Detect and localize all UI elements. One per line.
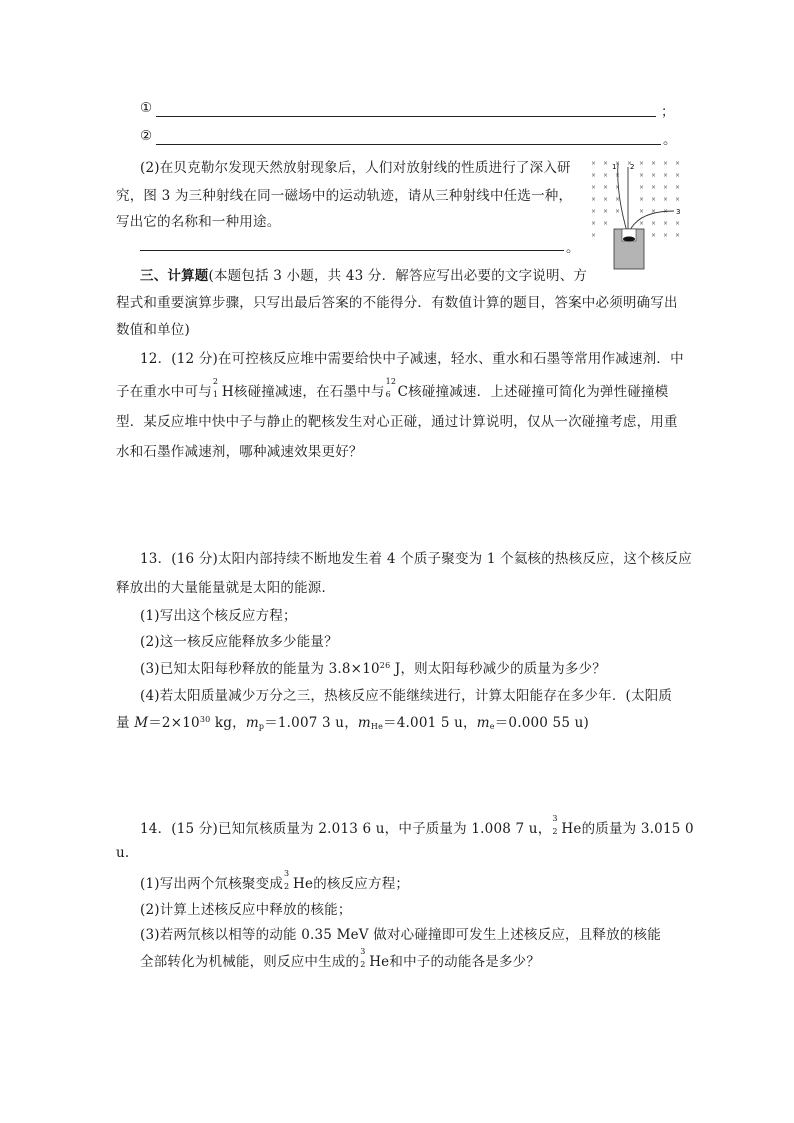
svg-text:×: × <box>591 160 597 167</box>
svg-text:×: × <box>675 232 681 239</box>
question-2-line-1: (2)在贝克勒尔发现天然放射现象后，人们对放射线的性质进行了深入研 <box>140 160 571 176</box>
q14-line-1 <box>140 813 694 837</box>
section-3-heading: 三、计算题 <box>140 268 209 284</box>
question-2-line-3: 写出它的名称和一种用途。 <box>116 214 281 230</box>
q13-part-1: (1)写出这个核反应方程； <box>140 608 297 624</box>
he3-mass-number-2: 3 <box>284 868 290 878</box>
track-label-3: 3 <box>676 208 681 216</box>
svg-text:×: × <box>615 208 621 215</box>
q14-text-a: 14．(15 分)已知氘核质量为 2.013 6 u，中子质量为 1.008 7 u， <box>140 821 552 837</box>
svg-text:×: × <box>663 232 669 239</box>
q13-p4-text-b: ＝2×10 <box>148 715 200 731</box>
q14-text-b: 的质量为 3.015 0 <box>581 821 694 837</box>
q13-part-4-data <box>116 711 589 731</box>
figure-3-ray-tracks <box>588 155 688 270</box>
section-3-intro-line-3: 数值和单位) <box>116 322 190 338</box>
svg-text:×: × <box>663 172 669 179</box>
svg-text:×: × <box>615 160 621 167</box>
q12-text-c: 核碰撞减速．上述碰撞可简化为弹性碰撞模 <box>408 384 669 400</box>
helium3-notation-3 <box>359 946 369 969</box>
q13-line-2: 释放出的大量能量就是太阳的能源． <box>116 580 336 596</box>
helium-mass-symbol: m <box>357 715 371 731</box>
q13-p4-text-f: ＝0.000 55 u) <box>494 715 589 731</box>
q14-p1-text-b: 的核反应方程； <box>313 876 410 892</box>
svg-text:×: × <box>591 220 597 227</box>
field-cross-marks <box>591 160 680 239</box>
sun-mass-symbol: M <box>134 715 149 731</box>
svg-text:×: × <box>651 184 657 191</box>
svg-text:×: × <box>675 172 681 179</box>
svg-text:×: × <box>603 220 609 227</box>
svg-text:×: × <box>651 196 657 203</box>
q12-text-a: 子在重水中可与 <box>116 384 212 400</box>
svg-text:×: × <box>627 160 633 167</box>
proton-subscript: p <box>258 722 265 731</box>
item-1-end: ； <box>661 104 675 120</box>
q13-p4-text-a: 量 <box>116 715 135 731</box>
item-2-marker: ② <box>140 128 153 144</box>
c12-mass-number: 12 <box>385 376 397 386</box>
svg-text:×: × <box>675 220 681 227</box>
svg-text:×: × <box>639 160 645 167</box>
svg-text:×: × <box>591 196 597 203</box>
q14-p3-text-a: 全部转化为机械能，则反应中生成的 <box>140 954 360 970</box>
q13-line-1: 13．(16 分)太阳内部持续不断地发生着 4 个质子聚变为 1 个氦核的热核反应，这个核反应 <box>140 551 692 567</box>
svg-text:×: × <box>615 172 621 179</box>
svg-text:×: × <box>639 184 645 191</box>
helium3-notation-2 <box>283 868 293 891</box>
section-3-intro-line-2: 程式和重要演算步骤，只写出最后答案的不能得分．有数值计算的题目，答案中必须明确写出 <box>116 295 678 311</box>
svg-text:×: × <box>603 160 609 167</box>
section-3-intro-text: (本题包括 3 小题，共 43 分．解答应写出必要的文字说明、方 <box>208 268 588 284</box>
svg-text:×: × <box>651 220 657 227</box>
svg-text:×: × <box>603 196 609 203</box>
svg-text:×: × <box>675 196 681 203</box>
c12-symbol: C <box>397 384 409 400</box>
q13-p3-text-a: (3)已知太阳每秒释放的能量为 3.8×10 <box>140 661 380 677</box>
svg-text:×: × <box>603 208 609 215</box>
deuterium-notation <box>212 376 222 399</box>
h2-mass-number: 2 <box>212 376 219 386</box>
track-label-1: 1 <box>612 163 617 171</box>
q13-p4-text-c: kg， <box>210 715 246 731</box>
question-2-line-2: 究，图 3 为三种射线在同一磁场中的运动轨迹，请从三种射线中任选一种， <box>116 188 573 204</box>
q12-line-3: 型．某反应堆中快中子与静止的靶核发生对心正碰，通过计算说明，仅从一次碰撞考虑，用重 <box>116 414 678 430</box>
svg-text:×: × <box>651 232 657 239</box>
item-2-end: 。 <box>663 132 677 148</box>
q13-p4-text-e: ＝4.001 5 u， <box>383 715 477 731</box>
svg-text:×: × <box>663 208 669 215</box>
question-2-end: 。 <box>566 240 580 256</box>
section-3-intro-line-1 <box>140 264 587 284</box>
he3-mass-number: 3 <box>552 813 558 823</box>
q14-part-3: (3)若两氘核以相等的动能 0.35 MeV 做对心碰撞即可发生上述核反应，且释放的核能 <box>140 927 661 943</box>
h2-charge-number: 1 <box>212 389 219 399</box>
q14-part-1 <box>140 868 410 892</box>
svg-text:×: × <box>639 208 645 215</box>
q12-line-2 <box>116 376 669 400</box>
svg-text:×: × <box>663 220 669 227</box>
he3-symbol: He <box>561 821 582 837</box>
he3-mass-number-3: 3 <box>360 946 366 956</box>
q14-line-2: u. <box>116 845 130 861</box>
track-label-2: 2 <box>630 163 635 171</box>
svg-text:×: × <box>591 208 597 215</box>
helium-subscript: He <box>370 722 384 731</box>
svg-text:×: × <box>663 184 669 191</box>
svg-text:×: × <box>651 172 657 179</box>
svg-text:×: × <box>603 172 609 179</box>
svg-text:×: × <box>615 196 621 203</box>
item-1-marker: ① <box>140 100 153 116</box>
svg-text:×: × <box>591 172 597 179</box>
q13-part-3 <box>140 657 606 677</box>
sun-mass-exponent: 30 <box>199 715 211 724</box>
q13-p3-exponent: 26 <box>379 661 391 670</box>
svg-text:×: × <box>615 184 621 191</box>
he3-symbol-2: He <box>293 876 314 892</box>
svg-text:×: × <box>591 184 597 191</box>
radioactive-source <box>623 237 635 242</box>
svg-text:×: × <box>663 196 669 203</box>
svg-text:×: × <box>651 160 657 167</box>
q13-part-4: (4)若太阳质量减少万分之三，热核反应不能继续进行，计算太阳能存在多少年．(太阳质 <box>140 688 673 704</box>
q14-p3-text-b: 和中子的动能各是多少？ <box>389 954 541 970</box>
he3-charge-number-3: 2 <box>360 959 366 969</box>
svg-text:×: × <box>639 196 645 203</box>
q14-part-3-cont <box>140 946 541 970</box>
he3-symbol-3: He <box>369 954 390 970</box>
q12-text-b: 核碰撞减速，在石墨中与 <box>233 384 385 400</box>
svg-text:×: × <box>663 160 669 167</box>
he3-charge-number-2: 2 <box>284 881 290 891</box>
q14-p1-text-a: (1)写出两个氘核聚变成 <box>140 876 284 892</box>
magnetic-field-diagram <box>588 155 688 270</box>
answer-line-1[interactable] <box>156 116 656 117</box>
h2-symbol: H <box>221 384 234 400</box>
svg-text:×: × <box>675 160 681 167</box>
q13-part-2: (2)这一核反应能释放多少能量？ <box>140 634 338 650</box>
svg-text:×: × <box>651 208 657 215</box>
proton-mass-symbol: m <box>245 715 259 731</box>
c12-charge-number: 6 <box>385 389 391 399</box>
svg-text:×: × <box>639 220 645 227</box>
answer-line-2[interactable] <box>156 144 661 145</box>
electron-subscript: e <box>489 722 495 731</box>
carbon12-notation <box>385 376 398 399</box>
svg-text:×: × <box>603 184 609 191</box>
q12-line-4: 水和石墨作减速剂，哪种减速效果更好？ <box>116 444 363 460</box>
he3-charge-number: 2 <box>552 826 558 836</box>
q13-p3-text-b: J，则太阳每秒减少的质量为多少？ <box>390 661 606 677</box>
helium3-notation <box>551 813 561 836</box>
electron-mass-symbol: m <box>476 715 490 731</box>
q13-p4-text-d: ＝1.007 3 u， <box>264 715 358 731</box>
svg-text:×: × <box>591 232 597 239</box>
svg-text:×: × <box>675 184 681 191</box>
svg-text:×: × <box>639 172 645 179</box>
q12-line-1: 12．(12 分)在可控核反应堆中需要给快中子减速，轻水、重水和石墨等常用作减速剂．中 <box>140 351 684 367</box>
q14-part-2: (2)计算上述核反应中释放的核能； <box>140 902 352 918</box>
answer-line-3[interactable] <box>140 250 564 251</box>
